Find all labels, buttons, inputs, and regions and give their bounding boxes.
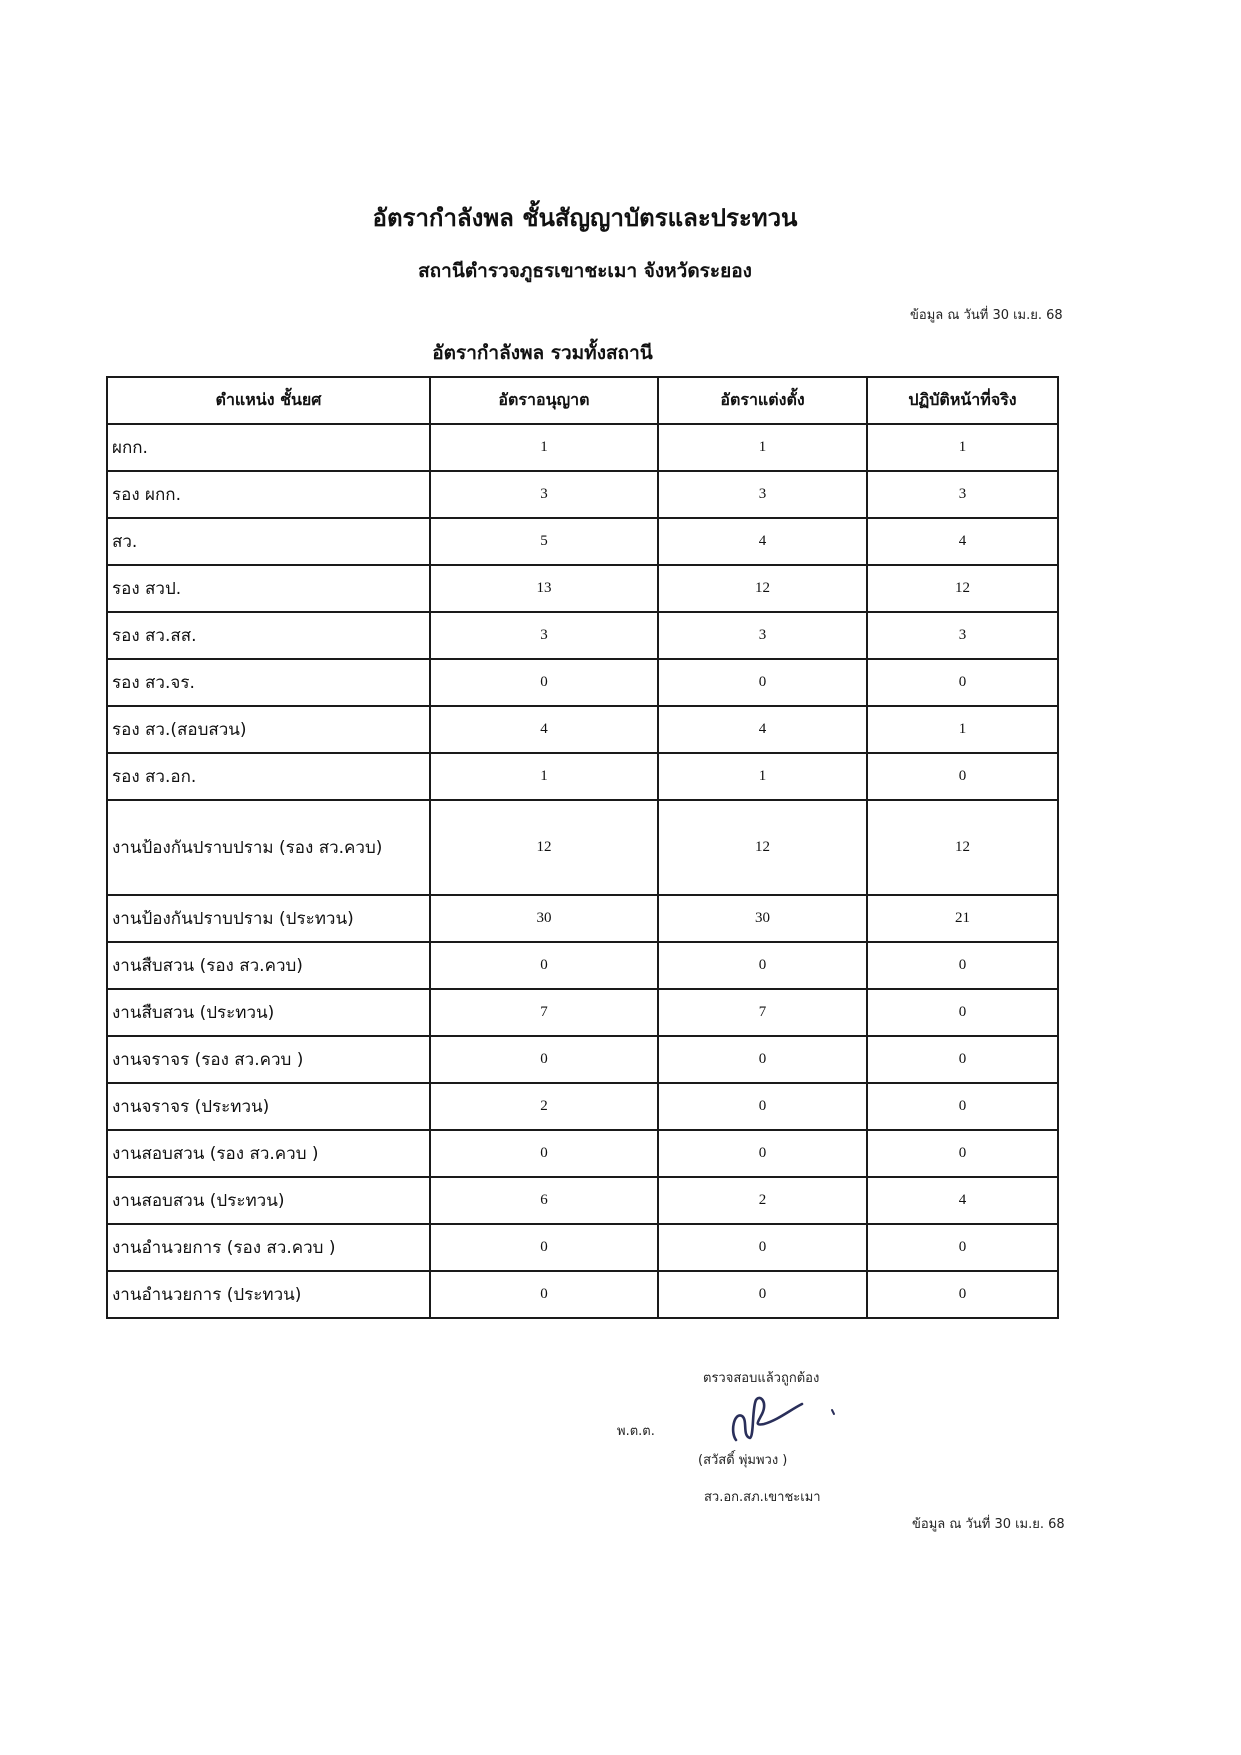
cell-appointed: 0 <box>658 1130 867 1177</box>
table-row <box>107 1130 1058 1177</box>
table-row <box>107 1224 1058 1271</box>
cell-actual: 0 <box>867 1224 1058 1271</box>
cell-authorized: 0 <box>430 1271 658 1318</box>
cell-appointed: 4 <box>658 518 867 565</box>
cell-actual: 0 <box>867 1271 1058 1318</box>
cell-appointed: 3 <box>658 612 867 659</box>
col-header-appointed: อัตราแต่งตั้ง <box>658 377 867 424</box>
cell-appointed: 1 <box>658 753 867 800</box>
cell-appointed: 0 <box>658 1271 867 1318</box>
table-row <box>107 706 1058 753</box>
cell-authorized: 3 <box>430 612 658 659</box>
cell-position: รอง สวป. <box>107 565 430 612</box>
cell-actual: 4 <box>867 518 1058 565</box>
cell-actual: 3 <box>867 612 1058 659</box>
cell-actual: 1 <box>867 706 1058 753</box>
cell-actual: 0 <box>867 1130 1058 1177</box>
signer-position: สว.อก.สภ.เขาชะเมา <box>704 1490 821 1505</box>
col-header-position: ตำแหน่ง ชั้นยศ <box>107 377 430 424</box>
cell-authorized: 0 <box>430 942 658 989</box>
cell-appointed: 12 <box>658 800 867 895</box>
data-date-bottom: ข้อมูล ณ วันที่ 30 เม.ย. 68 <box>912 1517 1065 1532</box>
cell-actual: 12 <box>867 565 1058 612</box>
cell-authorized: 3 <box>430 471 658 518</box>
table-row <box>107 1177 1058 1224</box>
cell-position: งานสอบสวน (ประทวน) <box>107 1177 430 1224</box>
table-row <box>107 1083 1058 1130</box>
station-subtitle: สถานีตำรวจภูธรเขาชะเมา จังหวัดระยอง <box>418 260 752 282</box>
cell-actual: 12 <box>867 800 1058 895</box>
cell-position: งานจราจร (ประทวน) <box>107 1083 430 1130</box>
cell-position: งานอำนวยการ (ประทวน) <box>107 1271 430 1318</box>
cell-position: รอง สว.สส. <box>107 612 430 659</box>
cell-authorized: 2 <box>430 1083 658 1130</box>
table-row <box>107 471 1058 518</box>
signer-name: (สวัสดิ์ พุ่มพวง ) <box>698 1453 788 1468</box>
cell-authorized: 0 <box>430 1036 658 1083</box>
cell-appointed: 2 <box>658 1177 867 1224</box>
cell-authorized: 1 <box>430 424 658 471</box>
cell-appointed: 7 <box>658 989 867 1036</box>
cell-position: รอง สว.อก. <box>107 753 430 800</box>
cell-actual: 3 <box>867 471 1058 518</box>
cell-position: งานสอบสวน (รอง สว.ควบ ) <box>107 1130 430 1177</box>
cell-appointed: 12 <box>658 565 867 612</box>
cell-appointed: 3 <box>658 471 867 518</box>
cell-appointed: 0 <box>658 1036 867 1083</box>
data-date-top: ข้อมูล ณ วันที่ 30 เม.ย. 68 <box>910 308 1063 323</box>
table-row <box>107 424 1058 471</box>
col-header-actual: ปฏิบัติหน้าที่จริง <box>867 377 1058 424</box>
cell-appointed: 0 <box>658 1224 867 1271</box>
cell-position: งานอำนวยการ (รอง สว.ควบ ) <box>107 1224 430 1271</box>
table-row <box>107 565 1058 612</box>
cell-position: รอง สว.จร. <box>107 659 430 706</box>
table-row <box>107 1271 1058 1318</box>
cell-authorized: 4 <box>430 706 658 753</box>
signature-icon <box>728 1392 838 1444</box>
cell-actual: 0 <box>867 753 1058 800</box>
cell-actual: 4 <box>867 1177 1058 1224</box>
table-row <box>107 895 1058 942</box>
cell-actual: 0 <box>867 659 1058 706</box>
cell-authorized: 13 <box>430 565 658 612</box>
document-title: อัตรากำลังพล ชั้นสัญญาบัตรและประทวน <box>372 203 798 232</box>
personnel-table <box>106 376 1059 1319</box>
cell-actual: 21 <box>867 895 1058 942</box>
col-header-authorized: อัตราอนุญาต <box>430 377 658 424</box>
verified-label: ตรวจสอบแล้วถูกต้อง <box>703 1371 820 1386</box>
cell-authorized: 0 <box>430 1224 658 1271</box>
cell-authorized: 5 <box>430 518 658 565</box>
cell-authorized: 6 <box>430 1177 658 1224</box>
cell-position: งานป้องกันปราบปราม (ประทวน) <box>107 895 430 942</box>
signer-rank: พ.ต.ต. <box>617 1424 655 1439</box>
cell-actual: 0 <box>867 942 1058 989</box>
cell-position: งานสืบสวน (รอง สว.ควบ) <box>107 942 430 989</box>
cell-authorized: 12 <box>430 800 658 895</box>
table-row <box>107 800 1058 895</box>
cell-appointed: 4 <box>658 706 867 753</box>
cell-position: สว. <box>107 518 430 565</box>
cell-position: งานสืบสวน (ประทวน) <box>107 989 430 1036</box>
table-row <box>107 989 1058 1036</box>
cell-authorized: 30 <box>430 895 658 942</box>
cell-position: งานป้องกันปราบปราม (รอง สว.ควบ) <box>107 800 430 895</box>
cell-authorized: 1 <box>430 753 658 800</box>
table-row <box>107 753 1058 800</box>
cell-authorized: 7 <box>430 989 658 1036</box>
table-row <box>107 1036 1058 1083</box>
cell-appointed: 30 <box>658 895 867 942</box>
table-row <box>107 612 1058 659</box>
section-title: อัตรากำลังพล รวมทั้งสถานี <box>432 342 653 364</box>
cell-appointed: 0 <box>658 659 867 706</box>
table-header-row <box>107 377 1058 424</box>
table-row <box>107 942 1058 989</box>
table-row <box>107 659 1058 706</box>
cell-position: รอง ผกก. <box>107 471 430 518</box>
cell-appointed: 0 <box>658 942 867 989</box>
cell-appointed: 1 <box>658 424 867 471</box>
cell-position: งานจราจร (รอง สว.ควบ ) <box>107 1036 430 1083</box>
cell-position: ผกก. <box>107 424 430 471</box>
cell-position: รอง สว.(สอบสวน) <box>107 706 430 753</box>
cell-actual: 0 <box>867 1083 1058 1130</box>
cell-actual: 1 <box>867 424 1058 471</box>
cell-authorized: 0 <box>430 659 658 706</box>
cell-appointed: 0 <box>658 1083 867 1130</box>
cell-authorized: 0 <box>430 1130 658 1177</box>
cell-actual: 0 <box>867 1036 1058 1083</box>
cell-actual: 0 <box>867 989 1058 1036</box>
table-row <box>107 518 1058 565</box>
